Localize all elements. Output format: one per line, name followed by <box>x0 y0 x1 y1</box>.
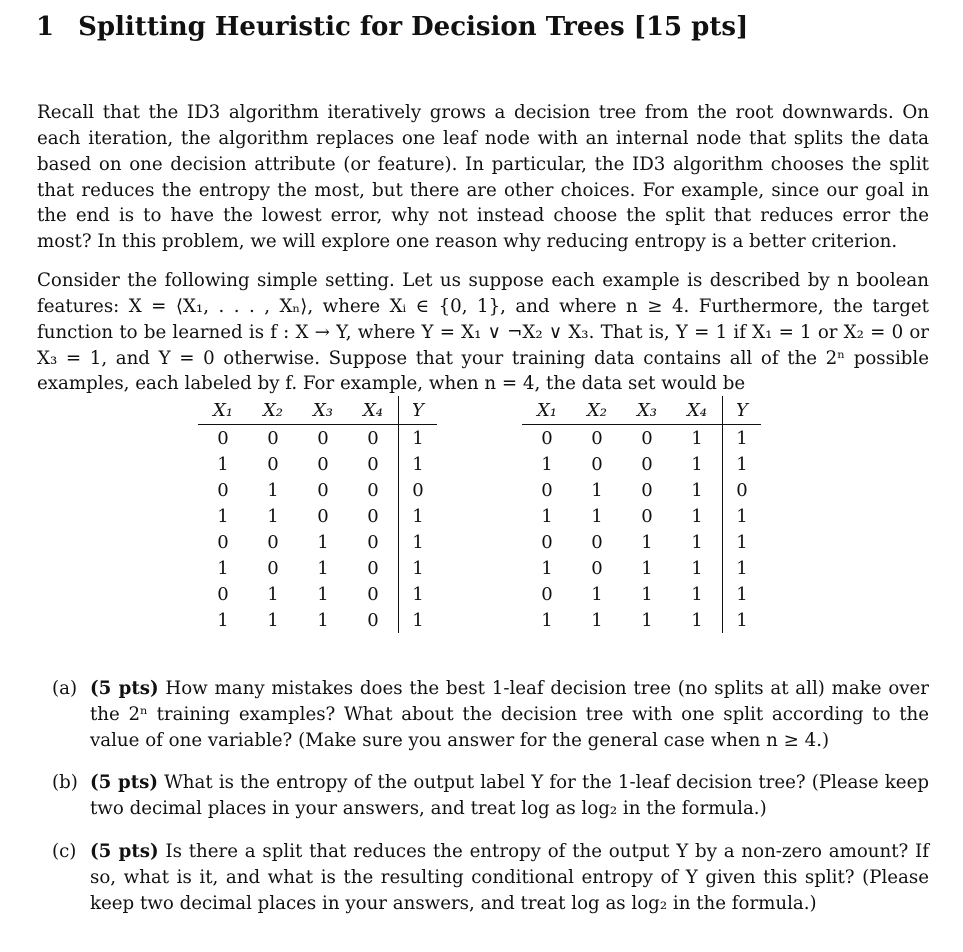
x-cell: 0 <box>217 427 229 449</box>
y-cell: 1 <box>723 451 762 477</box>
table-row <box>198 581 437 607</box>
question-label: (c) <box>52 841 77 862</box>
x-cell: 1 <box>591 505 603 527</box>
x-cell: 1 <box>641 609 653 631</box>
x-cell: 0 <box>367 557 379 579</box>
data-table-right <box>522 396 761 633</box>
col-header: X₄ <box>672 396 723 425</box>
col-header: X₃ <box>622 396 672 425</box>
x-cell: 0 <box>541 531 553 553</box>
x-cell: 0 <box>367 505 379 527</box>
table-row <box>198 451 437 477</box>
x-cell: 1 <box>217 557 229 579</box>
x-cell: 0 <box>367 453 379 475</box>
x-cell: 0 <box>541 479 553 501</box>
table-header-row <box>198 396 437 425</box>
section-heading <box>36 12 748 42</box>
table-row <box>522 425 761 452</box>
question-points: (5 pts) <box>90 841 159 862</box>
x-cell: 1 <box>217 609 229 631</box>
y-cell: 1 <box>399 451 438 477</box>
table-row <box>522 503 761 529</box>
x-cell: 0 <box>367 531 379 553</box>
intro-paragraph: Recall that the ID3 algorithm iteratively grows a decision tree from the root downwards. On each iteration, the algorithm replaces one leaf node with an internal node that splits the data based on one decision attribute (or feature). In particular, the ID3 algorithm chooses the split that reduces the entropy the most, but there are other choices. For example, since our goal in the end is to have the lowest error, why not instead choose the split that reduces error the most? In this problem, we will explore one reason why reducing entropy is a better criterion. <box>37 102 929 253</box>
question-text: What is the entropy of the output label Y for the 1-leaf decision tree? (Please keep two decimal places in your answers, and treat log as log₂ in the formula.) <box>90 772 929 819</box>
setting-paragraph: Consider the following simple setting. Let us suppose each example is described by n boolean features: X = ⟨X₁, . . . , Xₙ⟩, where Xᵢ ∈ {0, 1}, and where n ≥ 4. Furthermore, the target function to be learned is f : X → Y, where Y = X₁ ∨ ¬X₂ ∨ X₃. That is, Y = 1 if X₁ = 1 or X₂ = 0 or X₃ = 1, and Y = 0 otherwise. Suppose that your training data contains all of the 2ⁿ possible examples, each labeled by f. For example, when n = 4, the data set would be <box>37 270 929 395</box>
x-cell: 1 <box>691 557 703 579</box>
x-cell: 1 <box>217 505 229 527</box>
x-cell: 1 <box>317 531 329 553</box>
table-row <box>522 555 761 581</box>
x-cell: 1 <box>317 583 329 605</box>
y-cell: 1 <box>399 581 438 607</box>
y-cell: 1 <box>723 581 762 607</box>
x-cell: 0 <box>591 427 603 449</box>
table-row <box>522 451 761 477</box>
y-cell: 0 <box>399 477 438 503</box>
y-cell: 1 <box>399 425 438 452</box>
table-header-row <box>522 396 761 425</box>
y-cell: 1 <box>399 555 438 581</box>
col-header: X₄ <box>348 396 399 425</box>
x-cell: 1 <box>691 583 703 605</box>
x-cell: 1 <box>317 557 329 579</box>
table-row <box>198 607 437 633</box>
x-cell: 0 <box>317 479 329 501</box>
x-cell: 0 <box>641 453 653 475</box>
data-table-left <box>198 396 437 633</box>
question-a <box>52 676 929 753</box>
x-cell: 1 <box>267 609 279 631</box>
x-cell: 0 <box>591 453 603 475</box>
x-cell: 0 <box>217 583 229 605</box>
x-cell: 0 <box>267 531 279 553</box>
y-cell: 1 <box>723 425 762 452</box>
x-cell: 1 <box>641 583 653 605</box>
x-cell: 1 <box>691 427 703 449</box>
x-cell: 0 <box>367 479 379 501</box>
x-cell: 0 <box>267 427 279 449</box>
y-cell: 1 <box>723 529 762 555</box>
x-cell: 0 <box>541 583 553 605</box>
x-cell: 0 <box>541 427 553 449</box>
x-cell: 0 <box>367 583 379 605</box>
table-row <box>198 555 437 581</box>
table-row <box>198 503 437 529</box>
table-body-left <box>198 425 437 634</box>
y-cell: 1 <box>723 607 762 633</box>
y-cell: 0 <box>723 477 762 503</box>
x-cell: 1 <box>541 609 553 631</box>
x-cell: 0 <box>267 557 279 579</box>
x-cell: 1 <box>691 479 703 501</box>
x-cell: 1 <box>641 531 653 553</box>
question-points: (5 pts) <box>90 772 158 793</box>
x-cell: 0 <box>217 479 229 501</box>
section-title: Splitting Heuristic for Decision Trees [15 pts] <box>78 12 749 42</box>
x-cell: 1 <box>591 479 603 501</box>
x-cell: 0 <box>317 505 329 527</box>
table-row <box>198 477 437 503</box>
col-header: Y <box>399 396 438 425</box>
x-cell: 1 <box>541 557 553 579</box>
x-cell: 0 <box>591 531 603 553</box>
x-cell: 1 <box>267 505 279 527</box>
table-row <box>522 529 761 555</box>
table-row <box>522 607 761 633</box>
x-cell: 1 <box>267 479 279 501</box>
question-c <box>52 839 929 916</box>
y-cell: 1 <box>399 529 438 555</box>
table-body-right <box>522 425 761 634</box>
x-cell: 0 <box>267 453 279 475</box>
x-cell: 1 <box>217 453 229 475</box>
col-header: X₁ <box>198 396 248 425</box>
col-header: X₂ <box>248 396 298 425</box>
x-cell: 1 <box>267 583 279 605</box>
x-cell: 1 <box>691 453 703 475</box>
table-row <box>522 581 761 607</box>
y-cell: 1 <box>399 503 438 529</box>
question-b <box>52 770 929 822</box>
x-cell: 0 <box>217 531 229 553</box>
x-cell: 1 <box>541 505 553 527</box>
x-cell: 0 <box>367 609 379 631</box>
x-cell: 1 <box>691 609 703 631</box>
table-row <box>198 529 437 555</box>
col-header: X₃ <box>298 396 348 425</box>
table-row <box>198 425 437 452</box>
x-cell: 0 <box>641 479 653 501</box>
question-label: (a) <box>52 678 78 699</box>
x-cell: 0 <box>317 453 329 475</box>
x-cell: 0 <box>641 427 653 449</box>
col-header: Y <box>723 396 762 425</box>
x-cell: 0 <box>317 427 329 449</box>
y-cell: 1 <box>723 503 762 529</box>
x-cell: 1 <box>317 609 329 631</box>
x-cell: 0 <box>367 427 379 449</box>
question-label: (b) <box>52 772 78 793</box>
x-cell: 0 <box>641 505 653 527</box>
y-cell: 1 <box>399 607 438 633</box>
question-text: Is there a split that reduces the entropy of the output Y by a non-zero amount? If so, what is it, and what is the resulting conditional entropy of Y given this split? (Please keep two decimal places in your answers, and treat log as log₂ in the formula.) <box>90 841 929 914</box>
col-header: X₁ <box>522 396 572 425</box>
x-cell: 1 <box>591 609 603 631</box>
table-row <box>522 477 761 503</box>
x-cell: 0 <box>591 557 603 579</box>
col-header: X₂ <box>572 396 622 425</box>
x-cell: 1 <box>541 453 553 475</box>
x-cell: 1 <box>691 505 703 527</box>
x-cell: 1 <box>641 557 653 579</box>
question-points: (5 pts) <box>90 678 159 699</box>
x-cell: 1 <box>591 583 603 605</box>
question-text: How many mistakes does the best 1-leaf decision tree (no splits at all) make over the 2ⁿ training examples? What about the decision tree with one split according to the value of one variable? (Make sure you answer for the general case when n ≥ 4.) <box>90 678 929 751</box>
section-number: 1 <box>36 12 55 42</box>
x-cell: 1 <box>691 531 703 553</box>
y-cell: 1 <box>723 555 762 581</box>
